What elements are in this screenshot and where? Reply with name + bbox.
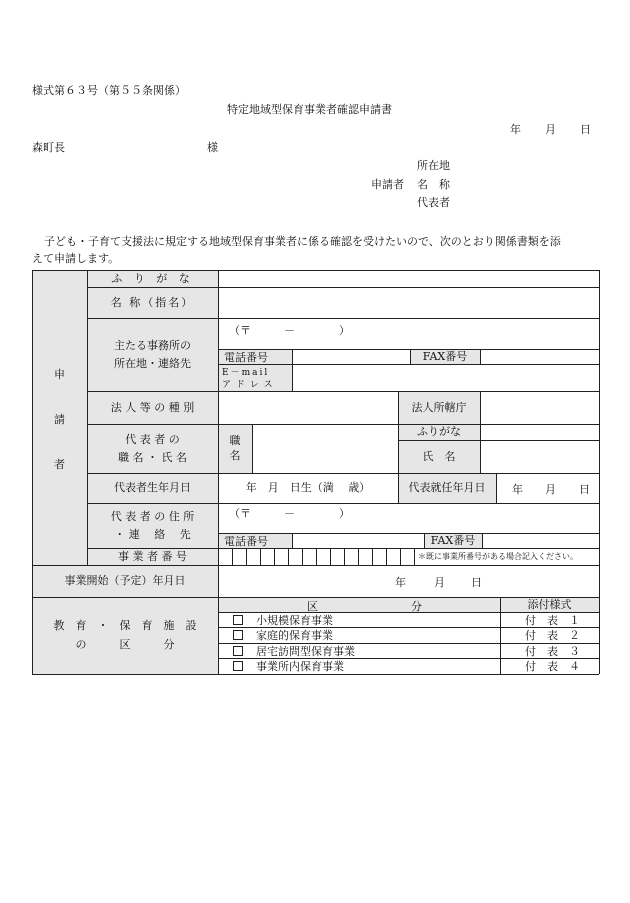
facility-checkbox-1[interactable] [233,615,243,625]
phone-label: 電話番号 [224,350,268,364]
shimei-label: 氏 名 [422,449,456,463]
fax-label: FAX番号 [422,349,468,363]
facility-attachment-4: 付 表 ４ [525,660,580,673]
applicant-address-label: 所在地 [417,159,450,172]
kubun-header-2: 分 [411,600,422,613]
rep-postal-field[interactable]: （〒 － ） [229,507,350,520]
start-month: 月 [434,576,445,589]
corp-type-label: 法 人 等 の 種 別 [110,400,195,414]
facility-checkbox-4[interactable] [233,661,243,671]
honorific: 様 [207,141,218,154]
facility-attachment-1: 付 表 １ [525,614,580,627]
side-label-3: 者 [54,458,65,471]
side-label-1: 申 [54,368,65,381]
intro-text-line1: 子ども・子育て支援法に規定する地域型保育事業者に係る確認を受けたいので、次のとおり関係書類を添 [44,235,561,248]
facility-type-label: 教 育 ・ 保 育 施 設 の 区 分 [53,618,197,651]
corp-office-label: 法人所轄庁 [411,400,467,414]
facility-attachment-3: 付 表 ３ [525,645,580,658]
rep-phone-label: 電話番号 [224,534,268,548]
attach-header: 添付様式 [527,597,572,611]
date-year: 年 [510,123,521,136]
applicant-label: 申請者 [371,178,404,191]
facility-attachment-2: 付 表 ２ [525,629,580,642]
facility-name-3: 居宅訪問型保育事業 [256,645,355,658]
since-year: 年 [512,483,523,496]
applicant-name-label: 名 称 [417,178,450,191]
addressee: 森町長 [32,141,65,154]
rep-since-label: 代表就任年月日 [408,481,486,495]
rep-title-name-label: 代 表 者 の 職 名 ・ 氏 名 [118,433,187,464]
facility-checkbox-2[interactable] [233,630,243,640]
postal-code-field[interactable]: （〒 － ） [229,324,350,337]
furigana-label: ふ り が な [111,271,194,285]
facility-name-4: 事業所内保育事業 [256,660,344,673]
facility-name-2: 家庭的保育事業 [256,629,333,642]
start-day: 日 [471,576,482,589]
start-year: 年 [395,576,406,589]
form-number: 様式第６３号（第５５条関係） [32,84,186,97]
date-month: 月 [545,123,556,136]
name-label: 名 称（指名） [110,295,195,309]
since-day: 日 [579,483,590,496]
date-day: 日 [580,123,591,136]
rep-address-label: 代 表 者 の 住 所 ・ 連 絡 先 [110,510,195,541]
operator-note: ＊既に事業所番号がある場合記入ください。 [418,552,578,561]
kubun-header-1: 区 [307,600,318,613]
intro-text-line2: えて申請します。 [32,252,120,265]
page-title: 特定地域型保育事業者確認申請書 [227,103,392,116]
operator-number-label: 事 業 者 番 号 [118,549,187,563]
birth-date-value[interactable]: 年 月 日生（満 歳） [245,481,371,495]
applicant-rep-label: 代表者 [417,196,450,209]
facility-name-1: 小規模保育事業 [256,614,333,627]
furigana2-label: ふりがな [417,425,461,439]
start-date-label: 事業開始（予定）年月日 [64,574,186,588]
facility-checkbox-3[interactable] [233,646,243,656]
rep-fax-label: FAX番号 [430,533,476,547]
rep-birth-label: 代表者生年月日 [114,481,191,495]
since-month: 月 [545,483,556,496]
job-title-label: 職 名 [229,434,241,462]
email-label-2: ア ド レ ス [222,380,274,390]
email-label-1: E－mail [222,368,270,378]
main-office-label: 主たる事務所の 所在地・連絡先 [114,339,191,370]
side-label-2: 請 [54,413,65,426]
